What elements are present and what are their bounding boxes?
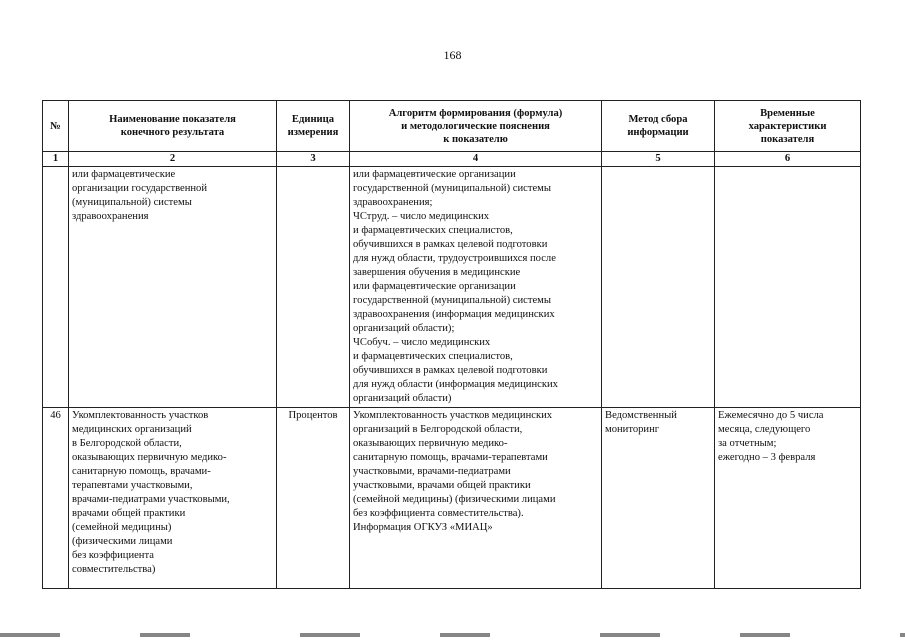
row-number: 46 [43,408,69,589]
method: Ведомственный мониторинг [602,408,715,589]
header-number: № [43,101,69,152]
indicator-name: или фармацевтические организации государственной (муниципальной) системы здравоохранения [69,167,277,408]
table-row [43,408,861,589]
header-indicator-name: Наименование показателя конечного результата [69,101,277,152]
column-number: 1 [43,152,69,167]
header-algorithm: Алгоритм формирования (формула) и методологические пояснения к показателю [350,101,602,152]
header-method: Метод сбора информации [602,101,715,152]
table-header-row [43,101,861,152]
column-number: 3 [277,152,350,167]
header-timing: Временные характеристики показателя [715,101,861,152]
column-number: 2 [69,152,277,167]
column-number-row [43,152,861,167]
timing [715,167,861,408]
row-number [43,167,69,408]
algorithm: или фармацевтические организации государственной (муниципальной) системы здравоохранения; ЧСтруд. – число медицинских и фармацевтических специалистов, обучившихся в рамках целевой подготовки для нужд области, трудоустроившихся после завершения обучения в медицинские или фармацевтические организации государственной (муниципальной) системы здравоохранения (информация медицинских организаций области); ЧСобуч. – число медицинских и фармацевтических специалистов, обучившихся в рамках целевой подготовки для нужд области (информация медицинских организаций области) [350,167,602,408]
table-row [43,167,861,408]
scan-edge-artifact [0,633,905,637]
column-number: 6 [715,152,861,167]
page-number: 168 [443,48,462,62]
column-number: 5 [602,152,715,167]
method [602,167,715,408]
indicator-name: Укомплектованность участков медицинских организаций в Белгородской области, оказывающих первичную медико- санитарную помощь, врачами- терапевтами участковыми, врачами-педиатрами участковыми, врачами общей практики (семейной медицины) (физическими лицами без коэффициента совместительства) [69,408,277,589]
unit [277,167,350,408]
algorithm: Укомплектованность участков медицинских организаций в Белгородской области, оказывающих первичную медико- санитарную помощь, врачами-терапевтами участковыми, врачами-педиатрами участковыми, врачами общей практики (семейной медицины) (физическими лицами без коэффициента совместительства). Информация ОГКУЗ «МИАЦ» [350,408,602,589]
header-unit: Единица измерения [277,101,350,152]
column-number: 4 [350,152,602,167]
timing: Ежемесячно до 5 числа месяца, следующего за отчетным; ежегодно – 3 февраля [715,408,861,589]
indicators-table [42,100,861,589]
unit: Процентов [277,408,350,589]
